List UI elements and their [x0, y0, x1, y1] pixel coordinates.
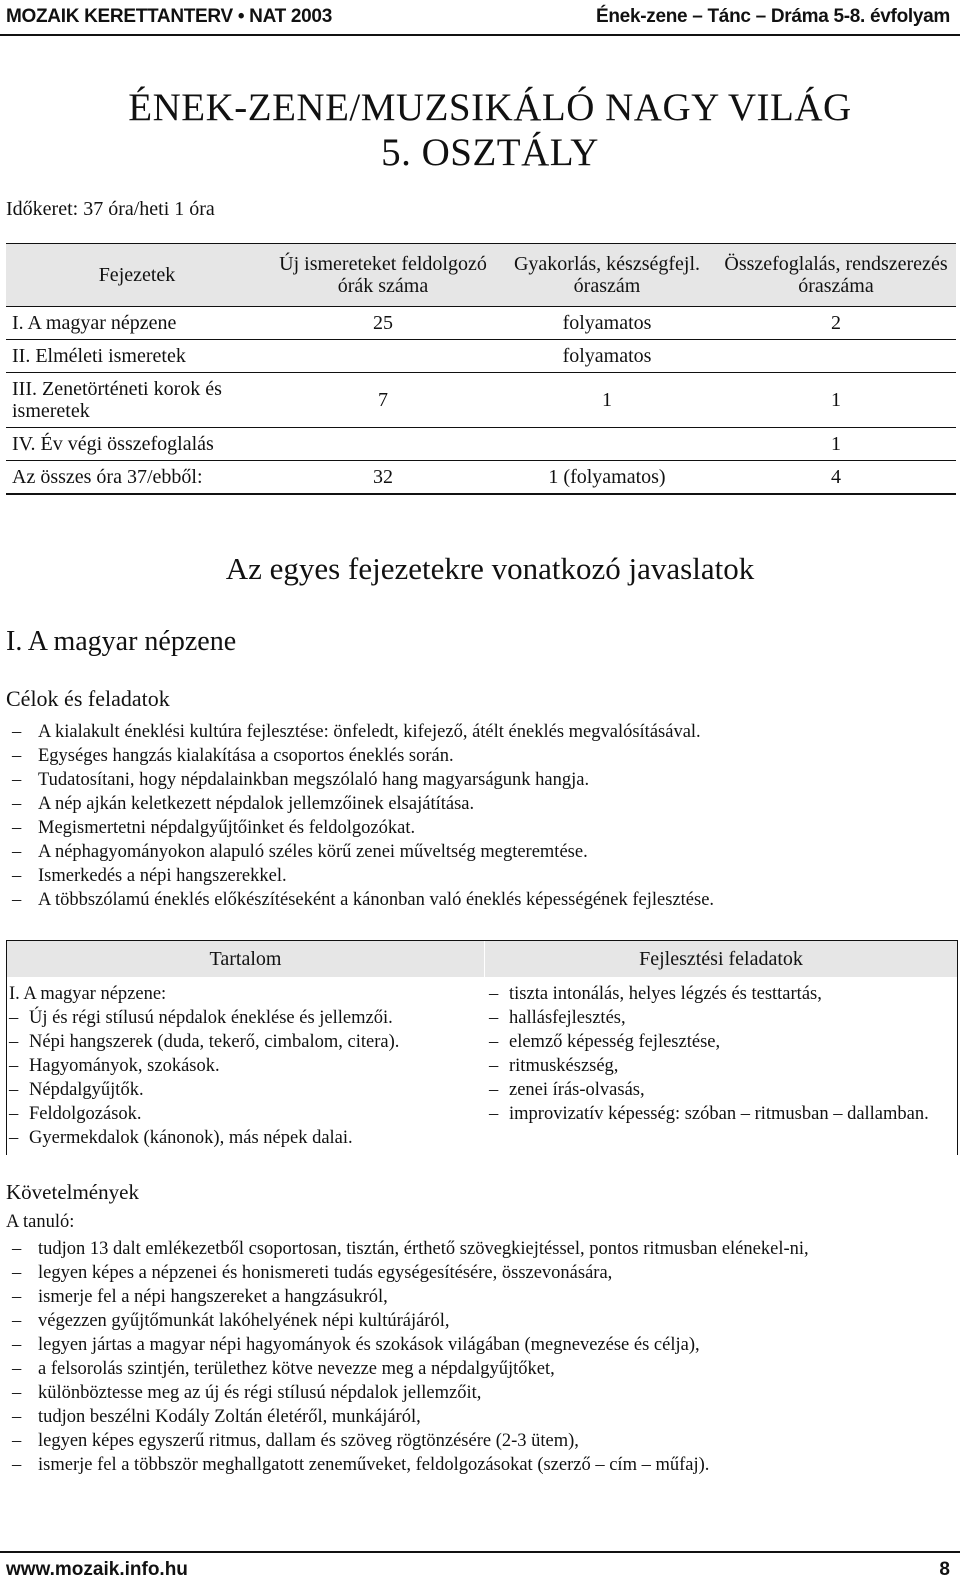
list-item: – Népi hangszerek (duda, tekerő, cimbalom, citera).: [7, 1030, 477, 1054]
list-item: – tudjon beszélni Kodály Zoltán életéről, munkájáról,: [6, 1405, 944, 1429]
learner-label: A tanuló:: [6, 1212, 75, 1232]
table-cell: 1: [831, 432, 841, 455]
table-cell: I. A magyar népzene: [12, 311, 177, 334]
list-item: – Gyermekdalok (kánonok), más népek dalai.: [7, 1126, 477, 1150]
table-cell: 1: [831, 388, 841, 411]
table-cell: folyamatos: [562, 344, 652, 367]
list-item: – A nép ajkán keletkezett népdalok jellemzőinek elsajátítása.: [6, 792, 956, 816]
list-item: – legyen képes a népzenei és honismereti tudás egységesítésére, összevonására,: [6, 1261, 944, 1285]
content-intro: I. A magyar népzene:: [9, 984, 167, 1004]
list-item: – A többszólamú éneklés előkészítéseként a kánonban való éneklés képességének fejlesztése.: [6, 888, 956, 912]
table-cell: 4: [831, 465, 841, 488]
list-item: – Egységes hangzás kialakítása a csoportos éneklés során.: [6, 744, 956, 768]
footer-rule: [0, 1551, 960, 1553]
table-row: [6, 428, 956, 461]
summary-header-cell: Új ismereteket feldolgozó órák száma: [268, 244, 498, 307]
summary-header-cell: Gyakorlás, készségfejl. óraszám: [498, 244, 716, 307]
goals-list: [6, 720, 956, 912]
list-item: – A néphagyományokon alapuló széles körű zenei műveltség megteremtése.: [6, 840, 956, 864]
list-item: – Megismertetni népdalgyűjtőinket és feldolgozókat.: [6, 816, 956, 840]
list-item: – tudjon 13 dalt emlékezetből csoportosan, tisztán, érthető szövegkiejtéssel, pontos ritmusban elénekel-ni,: [6, 1237, 944, 1261]
list-item: – legyen képes egyszerű ritmus, dallam és szöveg rögtönzésére (2-3 ütem),: [6, 1429, 944, 1453]
table-row: [6, 373, 956, 428]
table-cell: III. Zenetörténeti korok és ismeretek: [12, 378, 222, 422]
content-table: [6, 940, 958, 1155]
header-subject-title: Ének-zene – Tánc – Dráma 5-8. évfolyam: [596, 6, 950, 27]
content-header-right: Fejlesztési feladatok: [485, 941, 957, 977]
summary-header-row: [6, 244, 956, 307]
list-item: – Ismerkedés a népi hangszerekkel.: [6, 864, 956, 888]
content-list: [7, 1006, 477, 1150]
list-item: – Tudatosítani, hogy népdalainkban megszólaló hang magyarságunk hangja.: [6, 768, 956, 792]
table-cell: Az összes óra 37/ebből:: [12, 465, 203, 488]
table-cell: II. Elméleti ismeretek: [12, 344, 186, 367]
requirements-list: [6, 1237, 944, 1477]
timeframe-text: Időkeret: 37 óra/heti 1 óra: [6, 198, 215, 220]
list-item: – legyen jártas a magyar népi hagyományok és szokások világában (megnevezése és célja),: [6, 1333, 944, 1357]
goals-heading: Célok és feladatok: [6, 686, 170, 711]
requirements-heading: Követelmények: [6, 1180, 139, 1204]
header-rule: [0, 34, 960, 36]
footer-url-link[interactable]: www.mozaik.info.hu: [6, 1559, 188, 1580]
list-item: – ismerje fel a többször meghallgatott zeneműveket, feldolgozásokat (szerző – cím – műfaj).: [6, 1453, 944, 1477]
list-item: – ritmuskészség,: [487, 1054, 947, 1078]
page-number: 8: [939, 1559, 950, 1580]
page-subtitle-grade: 5. OSZTÁLY: [381, 131, 599, 174]
table-cell: [268, 428, 498, 461]
page-title: ÉNEK-ZENE/MUZSIKÁLÓ NAGY VILÁG: [128, 86, 852, 129]
summary-header-cell: Összefoglalás, rendszerezés óraszáma: [716, 244, 956, 307]
table-cell: 1 (folyamatos): [548, 465, 666, 488]
table-cell: [498, 428, 716, 461]
table-cell: 2: [831, 311, 841, 334]
page-header: [0, 0, 960, 36]
table-cell: 7: [378, 388, 388, 411]
list-item: – Feldolgozások.: [7, 1102, 477, 1126]
list-item: – A kialakult éneklési kultúra fejlesztése: önfeledt, kifejező, átélt éneklés megvalósításával.: [6, 720, 956, 744]
table-cell: [716, 340, 956, 373]
chapter-heading: I. A magyar népzene: [6, 626, 237, 657]
table-cell: 25: [373, 311, 393, 334]
list-item: – Hagyományok, szokások.: [7, 1054, 477, 1078]
list-item: – improvizatív képesség: szóban – ritmusban – dallamban.: [487, 1102, 947, 1126]
summary-table: [6, 243, 956, 495]
summary-header-cell: Fejezetek: [6, 244, 268, 307]
content-header-left: Tartalom: [7, 941, 484, 977]
list-item: – ismerje fel a népi hangszereket a hangzásukról,: [6, 1285, 944, 1309]
table-cell: 32: [373, 465, 393, 488]
table-cell: [268, 340, 498, 373]
content-column-left: [7, 982, 477, 1150]
list-item: – különböztesse meg az új és régi stílusú népdalok jellemzőit,: [6, 1381, 944, 1405]
list-item: – hallásfejlesztés,: [487, 1006, 947, 1030]
list-item: – a felsorolás szintjén, területhez kötve nevezze meg a népdalgyűjtőket,: [6, 1357, 944, 1381]
list-item: – tiszta intonálás, helyes légzés és testtartás,: [487, 982, 947, 1006]
development-tasks-list: [487, 982, 947, 1126]
list-item: – Új és régi stílusú népdalok éneklése és jellemzői.: [7, 1006, 477, 1030]
page-footer: [0, 1551, 960, 1588]
header-series-title: MOZAIK KERETTANTERV • NAT 2003: [6, 6, 332, 27]
list-item: – Népdalgyűjtők.: [7, 1078, 477, 1102]
list-item: – zenei írás-olvasás,: [487, 1078, 947, 1102]
table-row-total: [6, 461, 956, 495]
list-item: – végezzen gyűjtőmunkát lakóhelyének népi kultúrájáról,: [6, 1309, 944, 1333]
section-heading-suggestions: Az egyes fejezetekre vonatkozó javaslatok: [225, 551, 755, 586]
table-cell: 1: [602, 388, 612, 411]
table-row: [6, 307, 956, 340]
table-cell: IV. Év végi összefoglalás: [12, 432, 214, 455]
list-item: – elemző képesség fejlesztése,: [487, 1030, 947, 1054]
content-column-right: [487, 982, 947, 1126]
table-cell: folyamatos: [562, 311, 652, 334]
table-row: [6, 340, 956, 373]
